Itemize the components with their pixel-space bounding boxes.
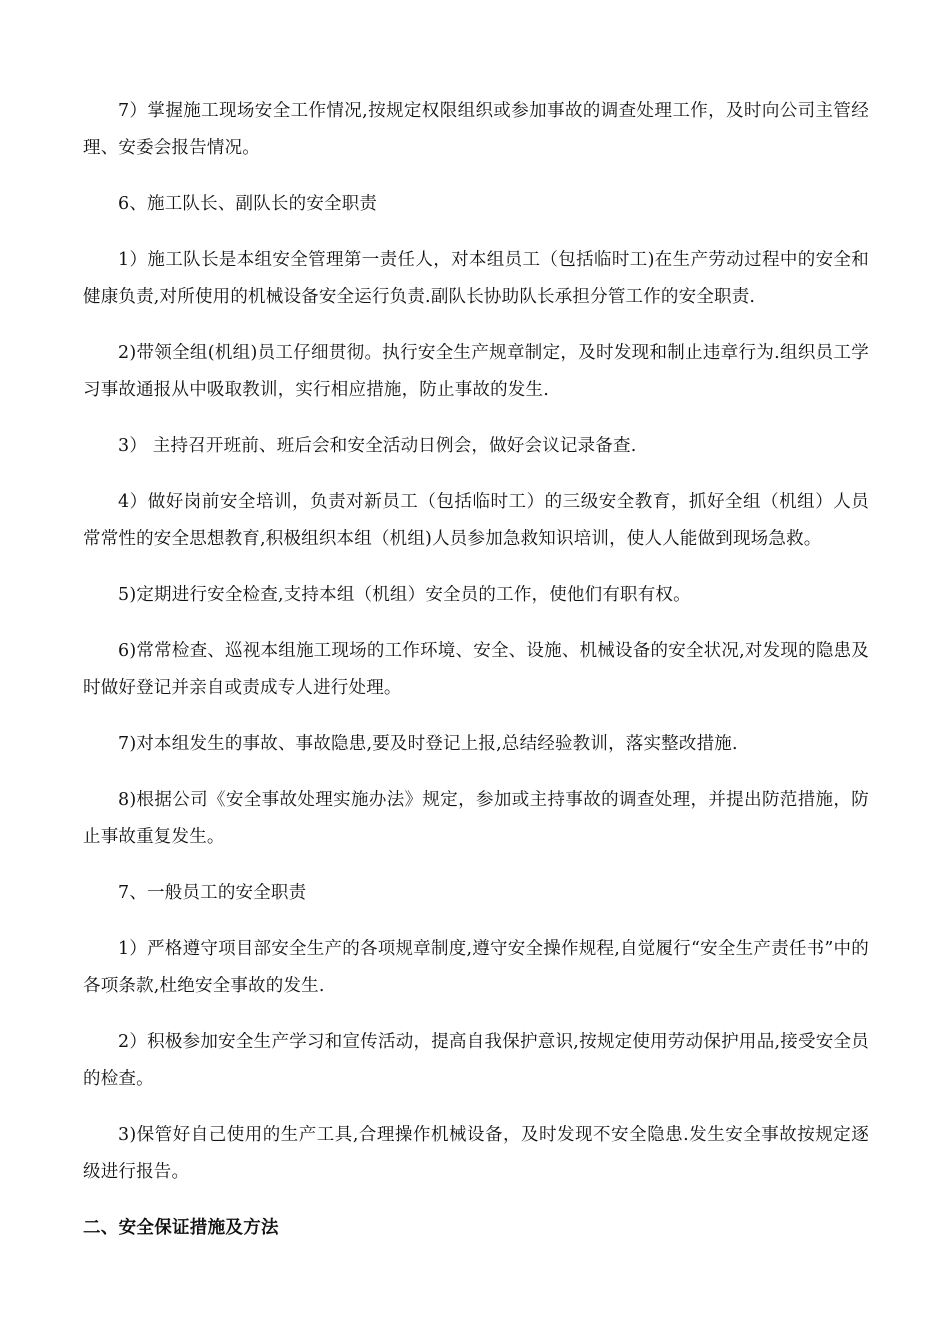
paragraph-participate-training: 2）积极参加安全生产学习和宣传活动，提高自我保护意识,按规定使用劳动保护用品,接受安全员的检查。 [83, 1032, 869, 1089]
paragraph-inspection: 5)定期进行安全检查,支持本组（机组）安全员的工作，使他们有职有权。 [118, 585, 691, 605]
paragraph-investigation: 8)根据公司《安全事故处理实施办法》规定，参加或主持事故的调查处理，并提出防范措施，防止事故重复发生。 [83, 790, 869, 847]
subsection-title-team-leader: 6、施工队长、副队长的安全职责 [118, 194, 378, 214]
paragraph-tools: 3)保管好自己使用的生产工具,合理操作机械设备，及时发现不安全隐患.发生安全事故按规定逐级进行报告。 [83, 1125, 869, 1182]
paragraph-comply-rules: 1）严格遵守项目部安全生产的各项规章制度,遵守安全操作规程,自觉履行“安全生产责任书”中的各项条款,杜绝安全事故的发生. [83, 939, 869, 996]
document-body [83, 93, 869, 1247]
paragraph-accident-report: 7)对本组发生的事故、事故隐患,要及时登记上报,总结经验教训，落实整改措施. [118, 734, 738, 754]
paragraph-lead-team: 2)带领全组(机组)员工仔细贯彻。执行安全生产规章制定，及时发现和制止违章行为.组织员工学习事故通报从中吸取教训，实行相应措施，防止事故的发生. [83, 343, 869, 400]
section-heading: 二、安全保证措施及方法 [83, 1218, 279, 1238]
paragraph-training: 4）做好岗前安全培训，负责对新员工（包括临时工）的三级安全教育，抓好全组（机组）人员常常性的安全思想教育,积极组织本组（机组)人员参加急救知识培训，使人人能做到现场急救。 [83, 492, 869, 549]
paragraph-leader-responsibility: 1）施工队长是本组安全管理第一责任人，对本组员工（包括临时工)在生产劳动过程中的安全和健康负责,对所使用的机械设备安全运行负责.副队长协助队长承担分管工作的安全职责. [83, 250, 869, 307]
paragraph-patrol: 6)常常检查、巡视本组施工现场的工作环境、安全、设施、机械设备的安全状况,对发现的隐患及时做好登记并亲自或责成专人进行处理。 [83, 641, 869, 698]
paragraph-meetings: 3） 主持召开班前、班后会和安全活动日例会，做好会议记录备查. [118, 436, 637, 456]
subsection-title-employee: 7、一般员工的安全职责 [118, 883, 307, 903]
paragraph-item-7-report: 7）掌握施工现场安全工作情况,按规定权限组织或参加事故的调查处理工作，及时向公司主管经理、安委会报告情况。 [83, 101, 869, 158]
